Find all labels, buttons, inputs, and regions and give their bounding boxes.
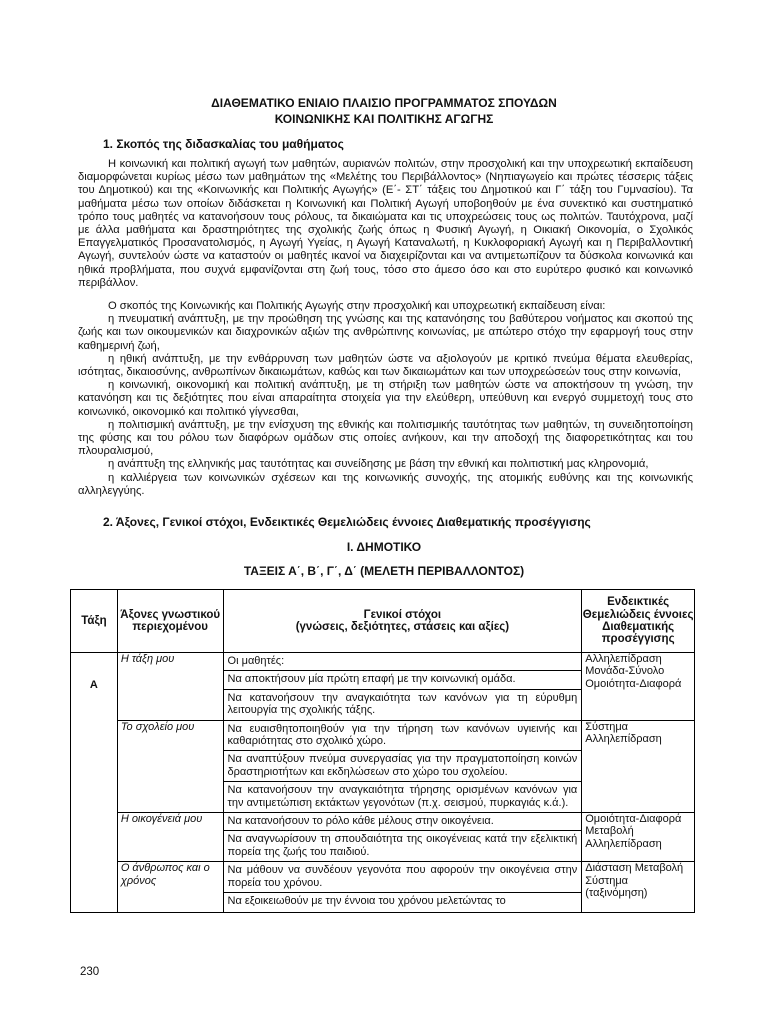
class-cell: Α bbox=[71, 653, 118, 913]
concepts-cell: Σύστημα Αλληλεπίδραση bbox=[582, 720, 695, 812]
concepts-cell: Ομοιότητα-Διαφορά Μεταβολή Αλληλεπίδραση bbox=[582, 813, 695, 862]
section1-paragraph bbox=[78, 158, 693, 290]
purpose-item: η πολιτισμική ανάπτυξη, με την ενίσχυση της εθνικής και πολιτισμικής ταυτότητας των μαθητών, τη συνειδητοποίηση της φύσης και του ρόλου των διαφόρων ομάδων στις οποίες ανήκουν, και την αποδοχή της διαφορετικότητας και του πλουραλισμού, bbox=[78, 418, 693, 458]
purpose-item: η καλλιέργεια των κοινωνικών σχέσεων και της κοινωνικής συνοχής, της ατομικής ευθύνης και της κοινωνικής αλληλεγγύης. bbox=[78, 471, 693, 497]
header-class: Τάξη bbox=[71, 590, 118, 653]
document-title-line1: ΔΙΑΘΕΜΑΤΙΚΟ ΕΝΙΑΙΟ ΠΛΑΙΣΙΟ ΠΡΟΓΡΑΜΜΑΤΟΣ ΣΠΟΥΔΩΝ bbox=[211, 96, 557, 110]
goals-cell bbox=[223, 720, 582, 812]
purpose-item: η ανάπτυξη της ελληνικής μας ταυτότητας και συνείδησης με βάση την εθνική και πολιτιστική μας κληρονομιά, bbox=[108, 458, 649, 471]
table-row bbox=[71, 862, 695, 913]
purpose-item: η πνευματική ανάπτυξη, με την προώθηση της γνώσης και της κατανόησης του βαθύτερου νοήματος και σκοπού της ζωής και των οικουμενικών και διαχρονικών αξιών της ανθρώπινης κοινωνίας, με απώτερο στόχο την εφαρμογή τους στην καθημερινή ζωή, bbox=[78, 313, 693, 352]
axis-cell: Ο άνθρωπος και ο χρόνος bbox=[117, 862, 223, 913]
document-title-line2: ΚΟΙΝΩΝΙΚΗΣ ΚΑΙ ΠΟΛΙΤΙΚΗΣ ΑΓΩΓΗΣ bbox=[274, 112, 494, 126]
goal-item: Να αναγνωρίσουν τη σπουδαιότητα της οικογένειας κατά την εξελικτική πορεία της ζωής του παιδιού. bbox=[224, 830, 582, 861]
section2-heading: 2. Άξονες, Γενικοί στόχοι, Ενδεικτικές Θεμελιώδεις έννοιες Διαθεματικής προσέγγισης bbox=[103, 515, 591, 529]
page-number: 230 bbox=[80, 966, 100, 978]
header-goals-title: Γενικοί στόχοι bbox=[363, 608, 442, 621]
table-row bbox=[71, 720, 695, 812]
purpose-list bbox=[78, 300, 693, 498]
goals-cell bbox=[223, 653, 582, 721]
purpose-item: η κοινωνική, οικονομική και πολιτική ανάπτυξη, με τη στήριξη των μαθητών ώστε να αποκτήσουν τη γνώση, την κατανόηση και τις δεξιότητες που είναι απαραίτητα στοιχεία για την ελεύθερη, υπεύθυνη και ενεργό συμμετοχή τους στο κοινωνικό, οικονομικό και πολιτικό γίγνεσθαι, bbox=[78, 379, 693, 418]
goal-item: Να αποκτήσουν μία πρώτη επαφή με την κοινωνική ομάδα. bbox=[224, 670, 582, 688]
curriculum-table bbox=[70, 589, 695, 913]
goals-cell bbox=[223, 813, 582, 862]
purpose-item: η ηθική ανάπτυξη, με την ενθάρρυνση των μαθητών ώστε να αξιολογούν με κριτικό πνεύμα θέματα ελευθερίας, ισότητας, δικαιοσύνης, ανθρωπίνων δικαιωμάτων, καθώς και των δικαιωμάτων και των υποχρεώσεών τους στην κοινωνία, bbox=[78, 352, 693, 379]
goals-cell bbox=[223, 862, 582, 913]
concepts-cell: Αλληλεπίδραση Μονάδα-Σύνολο Ομοιότητα-Διαφορά bbox=[582, 653, 695, 721]
goal-item: Να κατανοήσουν την αναγκαιότητα τήρησης ορισμένων κανόνων για την αντιμετώπιση εκτάκτων γεγονότων (π.χ. σεισμού, πυρκαγιάς κ.ά.). bbox=[224, 781, 582, 812]
purpose-intro: Ο σκοπός της Κοινωνικής και Πολιτικής Αγωγής στην προσχολική και υποχρεωτική εκπαίδευση είναι: bbox=[108, 300, 606, 312]
axis-cell: Η οικογένειά μου bbox=[117, 813, 223, 862]
section1-heading: 1. Σκοπός της διδασκαλίας του μαθήματος bbox=[103, 137, 344, 151]
section2-subheading-grades: ΤΑΞΕΙΣ Α΄, Β΄, Γ΄, Δ΄ (ΜΕΛΕΤΗ ΠΕΡΙΒΑΛΛΟΝΤΟΣ) bbox=[243, 564, 525, 578]
goal-item: Οι μαθητές: bbox=[227, 655, 285, 667]
section1-para1: Η κοινωνική και πολιτική αγωγή των μαθητών, αυριανών πολιτών, στην προσχολική και την υποχρεωτική εκπαίδευση διαμορφώνεται κυρίως μέσω των μαθημάτων της «Μελέτης του Περιβάλλοντος» (Νηπιαγωγείο και πρώτες τέσσερις τάξεις του Δημοτικού) και της «Κοινωνικής και Πολιτικής Αγωγής» (Ε΄- ΣΤ΄ τάξεις του Δημοτικού και Γ΄ τάξη του Γυμνασίου). Τα μαθήματα μέσω των οποίων διδάσκεται η Κοινωνική και Πολιτική Αγωγή υποβοηθούν με ένα συνεκτικό και συστηματικό τρόπο τους μαθητές να κατανοήσουν τους ρόλους, τα δικαιώματα και τις υποχρεώσεις τους ως πολιτών. Ταυτόχρονα, μαζί με άλλα μαθήματα και δραστηριότητες της σχολικής ζωής όπως η Φυσική Αγωγή, η Οικιακή Οικονομία, ο Σχολικός Επαγγελματικός Προσανατολισμός, η Αγωγή Υγείας, η Αγωγή Καταναλωτή, η Κυκλοφοριακή Αγωγή και η Περιβαλλοντική Αγωγή, συντελούν ώστε να καταστούν οι μαθητές ικανοί να διαχειρίζονται και να αντιμετωπίζουν τα δύσκολα κοινωνικά και ηθικά προβλήματα, που συχνά εμφανίζονται στη ζωή τους, τόσο στο άμεσο όσο και στο ευρύτερο φυσικό και κοινωνικό περιβάλλον. bbox=[78, 158, 693, 289]
goal-item: Να μάθουν να συνδέουν γεγονότα που αφορούν την οικογένεια στην πορεία του χρόνου. bbox=[227, 864, 578, 889]
table-row bbox=[71, 653, 695, 721]
table-row bbox=[71, 813, 695, 862]
header-concepts: Ενδεικτικές Θεμελιώδεις έννοιες Διαθεματικής προσέγγισης bbox=[582, 590, 695, 653]
axis-cell: Η τάξη μου bbox=[117, 653, 223, 721]
goal-item: Να εξοικειωθούν με την έννοια του χρόνου μελετώντας το bbox=[224, 892, 582, 912]
header-axes: Άξονες γνωστικού περιεχομένου bbox=[117, 590, 223, 653]
goal-item: Να κατανοήσουν την αναγκαιότητα των κανόνων για τη εύρυθμη λειτουργία της σχολικής τάξης. bbox=[224, 689, 582, 720]
goal-item: Να αναπτύξουν πνεύμα συνεργασίας για την πραγματοποίηση κοινών δραστηριοτήτων και εκδηλώσεων στο χώρο του σχολείου. bbox=[224, 750, 582, 781]
goal-item: Να ευαισθητοποιηθούν για την τήρηση των κανόνων υγιεινής και καθαριότητας στο σχολικό χώρο. bbox=[227, 722, 578, 748]
axis-cell: Το σχολείο μου bbox=[117, 720, 223, 812]
table-header-row bbox=[71, 590, 695, 653]
header-goals-subtitle: (γνώσεις, δεξιότητες, στάσεις και αξίες) bbox=[295, 621, 510, 633]
header-goals bbox=[223, 590, 582, 653]
concepts-cell: Διάσταση Μεταβολή Σύστημα (ταξινόμηση) bbox=[582, 862, 695, 913]
goal-item: Να κατανοήσουν το ρόλο κάθε μέλους στην οικογένεια. bbox=[227, 815, 494, 828]
section2-subheading-primary: Ι. ΔΗΜΟΤΙΚΟ bbox=[346, 540, 422, 554]
